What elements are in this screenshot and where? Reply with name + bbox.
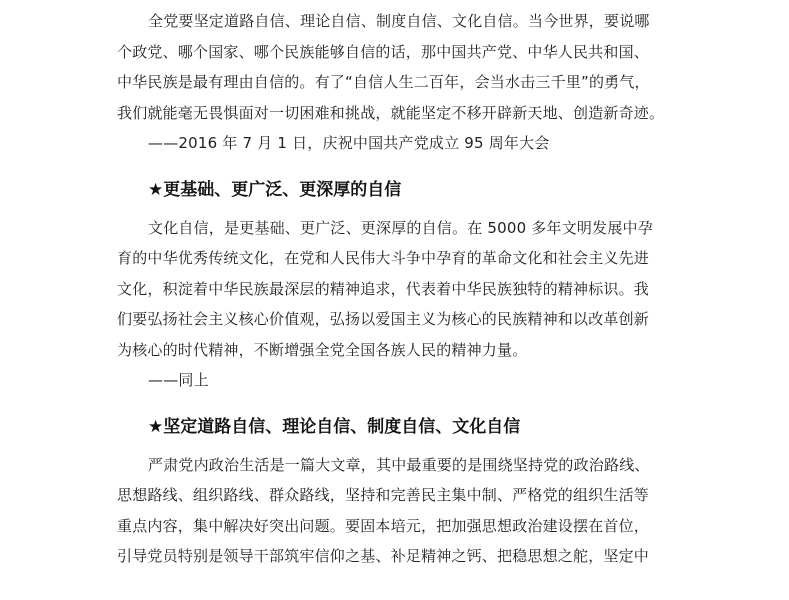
- paragraph-line: 们要弘扬社会主义核心价值观，弘扬以爱国主义为核心的民族精神和以改革创新: [117, 310, 650, 328]
- paragraph-line: 文化，积淀着中华民族最深层的精神追求，代表着中华民族独特的精神标识。我: [117, 279, 650, 298]
- paragraph-line: 文化自信，是更基础、更广泛、更深厚的自信。在 5000 多年文明发展中孕: [148, 218, 653, 237]
- paragraph-line: 重点内容，集中解决好突出问题。要固本培元，把加强思想政治建设摆在首位，: [117, 516, 650, 535]
- section-heading-2: ★更基础、更广泛、更深厚的自信: [148, 179, 402, 200]
- section-heading-3: ★坚定道路自信、理论自信、制度自信、文化自信: [148, 416, 521, 437]
- paragraph-2: [0, 213, 789, 366]
- paragraph-line: 个政党、哪个国家、哪个民族能够自信的话，那中国共产党、中华人民共和国、: [117, 42, 650, 61]
- paragraph-line: 中华民族是最有理由自信的。有了“自信人生二百年，会当水击三千里”的勇气，: [117, 73, 650, 91]
- paragraph-line: 严肃党内政治生活是一篇大文章，其中最重要的是围绕坚持党的政治路线、: [148, 455, 650, 474]
- paragraph-1: [0, 6, 789, 128]
- paragraph-line: 全党要坚定道路自信、理论自信、制度自信、文化自信。当今世界，要说哪: [148, 12, 650, 30]
- paragraph-line: 我们就能毫无畏惧面对一切困难和挑战，就能坚定不移开辟新天地、创造新奇迹。: [117, 103, 665, 122]
- paragraph-line: 为核心的时代精神，不断增强全党全国各族人民的精神力量。: [117, 340, 528, 359]
- attribution-2: ——同上: [148, 371, 209, 389]
- paragraph-line: 引导党员特别是领导干部筑牢信仰之基、补足精神之钙、把稳思想之舵，坚定中: [117, 547, 650, 565]
- paragraph-3: [0, 450, 789, 572]
- attribution-1: ——2016 年 7 月 1 日，庆祝中国共产党成立 95 周年大会: [148, 134, 550, 152]
- paragraph-line: 思想路线、组织路线、群众路线，坚持和完善民主集中制、严格党的组织生活等: [117, 486, 650, 504]
- paragraph-line: 育的中华优秀传统文化，在党和人民伟大斗争中孕育的革命文化和社会主义先进: [117, 249, 650, 267]
